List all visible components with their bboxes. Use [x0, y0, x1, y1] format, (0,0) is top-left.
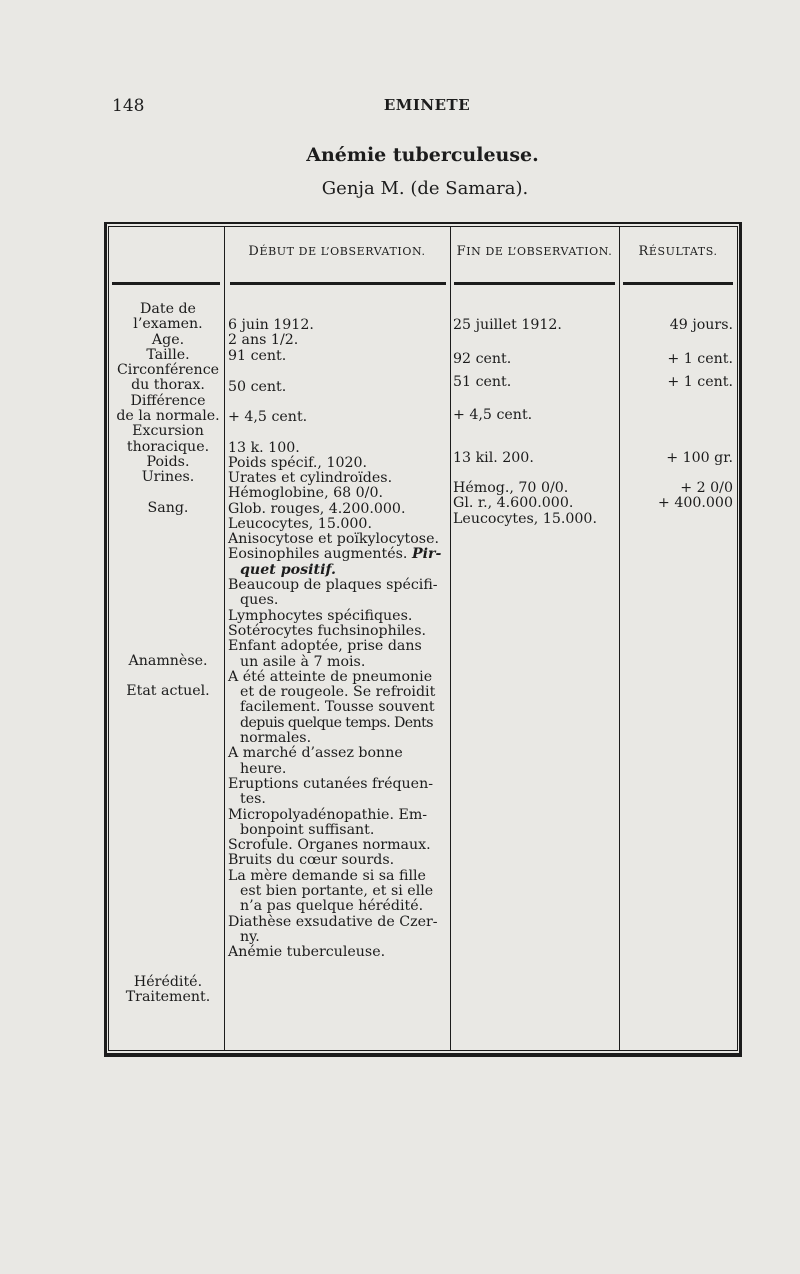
debut-difference: + 4,5 cent.	[228, 409, 308, 426]
debut-poids: 13 k. 100.	[228, 440, 300, 457]
header-rule	[112, 282, 220, 285]
label-heredite: Hérédité.	[133, 974, 203, 991]
label-traitement: Traitement.	[125, 989, 211, 1006]
debut-heredite-5: ny.	[240, 928, 260, 945]
debut-etat-4: depuis quelque temps. Dents	[240, 714, 433, 731]
running-title: EMINETE	[383, 96, 471, 114]
patient-subtitle: Genja M. (de Samara).	[321, 178, 529, 199]
debut-etat-12: Scrofule. Organes normaux.	[228, 837, 431, 854]
label-age: Age.	[151, 331, 185, 348]
res-sang-2: + 400.000	[657, 495, 733, 512]
fin-sang-2: Gl. r., 4.600.000.	[453, 495, 574, 512]
debut-sang-6: quet positif.	[240, 561, 336, 578]
debut-etat-13: Bruits du cœur sourds.	[228, 852, 395, 869]
debut-thorax: 50 cent.	[228, 378, 287, 395]
section-title: Anémie tuberculeuse.	[306, 144, 539, 166]
fin-poids: 13 kil. 200.	[453, 450, 534, 467]
header-rule	[230, 282, 446, 285]
label-etat-actuel: Etat actuel.	[126, 683, 210, 700]
row-labels	[108, 302, 228, 1006]
header-debut: DÉBUT DE L’OBSERVATION.	[248, 244, 426, 259]
debut-sang-3: Leucocytes, 15.000.	[228, 515, 372, 532]
label-date-de: Date de	[140, 301, 196, 317]
header-fin: FIN DE L’OBSERVATION.	[456, 244, 613, 259]
label-sang: Sang.	[147, 499, 189, 516]
debut-anamnese-2: un asile à 7 mois.	[240, 653, 366, 670]
fin-difference: + 4,5 cent.	[453, 407, 533, 424]
debut-sang-1: Hémoglobine, 68 0/0.	[228, 485, 384, 502]
debut-etat-7: heure.	[240, 760, 287, 777]
column-divider	[619, 226, 620, 1051]
debut-etat-2: et de rougeole. Se refroidit	[240, 684, 436, 701]
debut-sang-7b: ques.	[240, 592, 279, 609]
resultats-column	[621, 318, 735, 512]
label-circonference: Circonférence	[116, 362, 220, 379]
fin-column	[453, 318, 619, 527]
debut-heredite-3: n’a pas quelque hérédité.	[240, 898, 424, 915]
label-urines: Urines.	[141, 469, 195, 486]
observation-table	[104, 222, 742, 1057]
page-number: 148	[112, 96, 145, 116]
fin-date: 25 juillet 1912.	[453, 317, 562, 333]
label-examen: l’examen.	[133, 316, 203, 333]
label-poids: Poids.	[146, 453, 190, 470]
fin-sang-3: Leucocytes, 15.000.	[453, 510, 597, 527]
res-thorax: + 1 cent.	[667, 373, 733, 390]
label-du-thorax: du thorax.	[131, 377, 205, 394]
debut-age: 2 ans 1/2.	[228, 332, 299, 349]
label-difference: Différence	[130, 392, 206, 409]
debut-date: 6 juin 1912.	[228, 317, 314, 333]
debut-sang-5: Eosinophiles augmentés. Pir-	[228, 546, 442, 563]
debut-urines-2: Urates et cylindroïdes.	[228, 469, 393, 486]
res-sang-1: + 2 0/0	[680, 480, 733, 497]
fin-taille: 92 cent.	[453, 350, 512, 367]
debut-etat-3: facilement. Tousse souvent	[240, 699, 435, 716]
label-de-la-normale: de la normale.	[116, 408, 220, 425]
label-thoracique: thoracique.	[126, 438, 210, 455]
debut-sang-4: Anisocytose et poïkylocytose.	[228, 531, 439, 548]
debut-etat-10: Micropolyadénopathie. Em-	[228, 806, 428, 823]
header-rule	[454, 282, 615, 285]
debut-heredite-4: Diathèse exsudative de Czer-	[228, 913, 438, 930]
res-taille: + 1 cent.	[667, 350, 733, 367]
debut-etat-9: tes.	[240, 791, 266, 808]
debut-anamnese-1: Enfant adoptée, prise dans	[228, 638, 422, 655]
debut-heredite-2: est bien portante, et si elle	[240, 882, 434, 899]
running-head	[112, 96, 742, 120]
header-resultats: RÉSULTATS.	[638, 244, 718, 259]
debut-traitement: Anémie tuberculeuse.	[228, 944, 386, 961]
debut-etat-11: bonpoint suffisant.	[240, 821, 375, 838]
fin-thorax: 51 cent.	[453, 373, 512, 390]
fin-sang-1: Hémog., 70 0/0.	[453, 480, 569, 497]
debut-sang-9: Sotérocytes fuchsinophiles.	[228, 622, 426, 639]
debut-sang-7a: Beaucoup de plaques spécifi-	[228, 577, 438, 594]
debut-etat-1: A été atteinte de pneumonie	[228, 668, 433, 685]
debut-urines-1: Poids spécif., 1020.	[228, 454, 368, 471]
res-poids: + 100 gr.	[666, 450, 733, 467]
label-excursion: Excursion	[132, 423, 204, 440]
debut-heredite-1: La mère demande si sa fille	[228, 867, 426, 884]
column-divider	[450, 226, 451, 1051]
res-date: 49 jours.	[669, 317, 733, 333]
header-rule	[623, 282, 733, 285]
debut-sang-2: Glob. rouges, 4.200.000.	[228, 500, 406, 517]
label-taille: Taille.	[146, 346, 190, 363]
debut-etat-5: normales.	[240, 730, 312, 747]
debut-taille: 91 cent.	[228, 347, 287, 364]
debut-etat-6: A marché d’assez bonne	[228, 745, 403, 762]
debut-sang-8: Lymphocytes spécifiques.	[228, 607, 413, 624]
label-anamnese: Anamnèse.	[128, 652, 208, 669]
debut-etat-8: Eruptions cutanées fréquen-	[228, 775, 434, 792]
debut-column	[228, 318, 450, 960]
